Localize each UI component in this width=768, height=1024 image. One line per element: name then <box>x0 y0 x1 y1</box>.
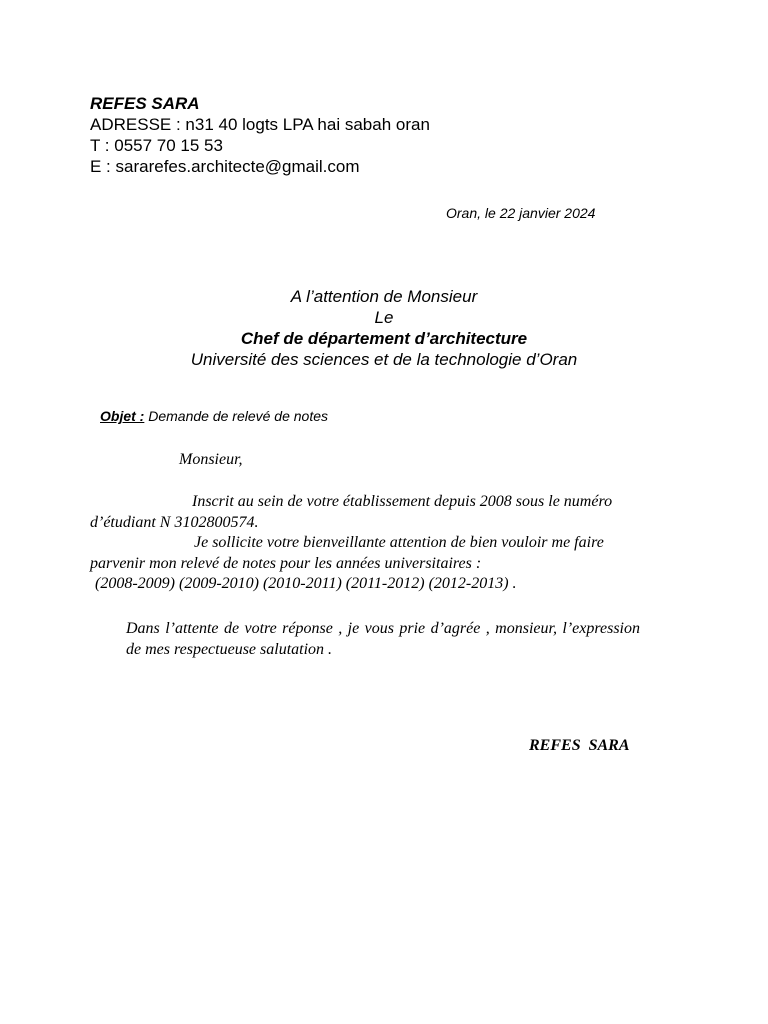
subject-text: Demande de relevé de notes <box>148 408 329 424</box>
sender-name: REFES SARA <box>90 94 200 113</box>
recipient-block <box>0 286 768 370</box>
body-line: (2008-2009) (2009-2010) (2010-2011) (2011-2012) (2012-2013) . <box>95 575 517 592</box>
subject-label: Objet : <box>100 408 145 424</box>
recipient-le: Le <box>374 308 394 327</box>
body-line: Inscrit au sein de votre établissement depuis 2008 sous le numéro <box>192 493 613 510</box>
sender-phone: T : 0557 70 15 53 <box>90 136 223 155</box>
body-line: Je sollicite votre bienveillante attention de bien vouloir me faire <box>194 534 604 551</box>
sender-address: ADRESSE : n31 40 logts LPA hai sabah oran <box>90 115 430 134</box>
recipient-department: Chef de département d’architecture <box>240 329 528 348</box>
sender-block <box>90 93 430 177</box>
signature: REFES SARA <box>529 737 630 754</box>
letter-body <box>90 492 670 595</box>
recipient-university: Université des sciences et de la technologie d’Oran <box>190 350 578 369</box>
body-line: parvenir mon relevé de notes pour les années universitaires : <box>90 554 482 572</box>
salutation: Monsieur, <box>179 451 243 468</box>
letter-date: Oran, le 22 janvier 2024 <box>446 205 596 221</box>
sender-email: E : sararefes.architecte@gmail.com <box>90 157 360 176</box>
closing-paragraph: Dans l’attente de votre réponse , je vous prie d’agrée , monsieur, l’expression de mes respectueuse salutation . <box>126 620 640 658</box>
recipient-attention: A l’attention de Monsieur <box>290 287 478 306</box>
subject-line <box>100 408 328 424</box>
body-line: d’étudiant N 3102800574. <box>90 513 259 531</box>
